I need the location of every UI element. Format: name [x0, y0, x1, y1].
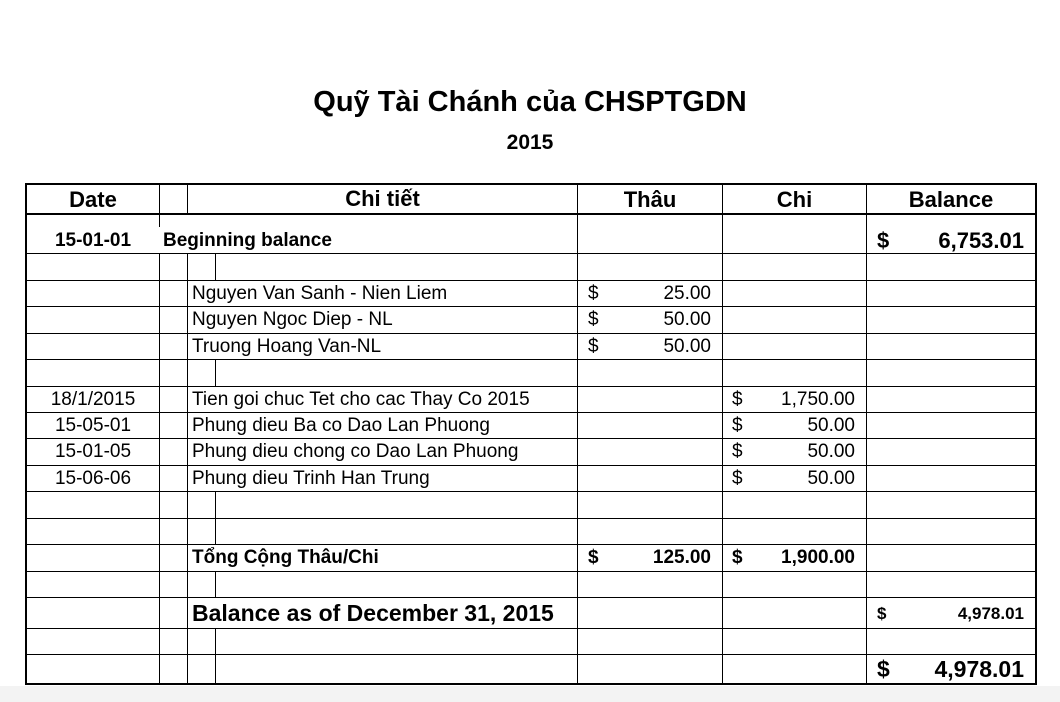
- column-divider: [577, 183, 578, 684]
- header-detail: Chi tiết: [345, 186, 420, 211]
- row-divider: [25, 628, 1037, 629]
- expense-date: 15-06-06: [54, 468, 132, 489]
- header-chi: Chi: [776, 187, 813, 212]
- expense-date: 18/1/2015: [50, 389, 136, 410]
- expense-amount: 50.00: [807, 468, 855, 489]
- beginning-balance: 6,753.01: [938, 228, 1024, 253]
- income-name: Nguyen Van Sanh - Nien Liem: [192, 283, 448, 304]
- expense-amount: 50.00: [807, 415, 855, 436]
- column-divider: [215, 253, 216, 280]
- column-divider: [215, 359, 216, 386]
- beginning-date: 15-01-01: [54, 230, 132, 251]
- column-divider: [215, 571, 216, 597]
- expense-name: Tien goi chuc Tet cho cac Thay Co 2015: [192, 389, 530, 410]
- row-divider: [25, 438, 1037, 439]
- currency-symbol: $: [877, 656, 890, 682]
- expense-date: 15-01-05: [54, 441, 132, 462]
- currency-symbol: $: [588, 336, 599, 357]
- column-divider: [722, 183, 723, 684]
- totals-label: Tổng Cộng Thâu/Chi: [192, 547, 379, 568]
- currency-symbol: $: [732, 468, 743, 489]
- row-divider: [25, 280, 1037, 281]
- income-amount: 50.00: [663, 309, 711, 330]
- beginning-label: Beginning balance: [163, 230, 332, 251]
- page-title: Quỹ Tài Chánh của CHSPTGDN: [313, 86, 747, 118]
- page-subtitle: 2015: [506, 131, 554, 154]
- currency-symbol: $: [732, 389, 743, 410]
- row-divider: [25, 518, 1037, 519]
- expense-name: Phung dieu Ba co Dao Lan Phuong: [192, 415, 490, 436]
- currency-symbol: $: [732, 415, 743, 436]
- currency-symbol: $: [877, 228, 890, 253]
- row-divider: [25, 359, 1037, 360]
- totals-thau: 125.00: [652, 547, 711, 568]
- income-name: Truong Hoang Van-NL: [192, 336, 382, 357]
- expense-name: Phung dieu chong co Dao Lan Phuong: [192, 441, 519, 462]
- table-border-bottom: [25, 683, 1037, 685]
- row-divider: [25, 412, 1037, 413]
- column-divider: [866, 183, 867, 684]
- header-balance: Balance: [908, 187, 994, 212]
- currency-symbol: $: [877, 604, 887, 623]
- expense-amount: 1,750.00: [781, 389, 855, 410]
- row-divider: [25, 544, 1037, 545]
- currency-symbol: $: [732, 441, 743, 462]
- header-date: Date: [69, 187, 117, 212]
- header-thau: Thâu: [623, 187, 677, 212]
- expense-name: Phung dieu Trinh Han Trung: [192, 468, 430, 489]
- column-divider: [215, 628, 216, 684]
- totals-chi: 1,900.00: [781, 547, 855, 568]
- column-divider: [187, 253, 188, 684]
- expense-date: 15-05-01: [54, 415, 132, 436]
- table-border-right: [1035, 183, 1037, 685]
- currency-symbol: $: [588, 309, 599, 330]
- income-amount: 25.00: [663, 283, 711, 304]
- currency-symbol: $: [732, 547, 743, 568]
- currency-symbol: $: [588, 283, 599, 304]
- row-divider: [25, 306, 1037, 307]
- ending-label: Balance as of December 31, 2015: [192, 600, 554, 626]
- final-balance: 4,978.01: [934, 656, 1024, 682]
- column-divider: [215, 491, 216, 544]
- column-divider: [159, 253, 160, 684]
- row-divider: [25, 333, 1037, 334]
- page-footer-strip: [0, 686, 1060, 702]
- income-amount: 50.00: [663, 336, 711, 357]
- currency-symbol: $: [588, 547, 599, 568]
- row-divider: [25, 571, 1037, 572]
- row-divider: [25, 465, 1037, 466]
- row-divider: [25, 386, 1037, 387]
- income-name: Nguyen Ngoc Diep - NL: [192, 309, 393, 330]
- row-divider: [25, 491, 1037, 492]
- column-divider: [159, 183, 160, 227]
- ending-balance: 4,978.01: [957, 604, 1024, 623]
- expense-amount: 50.00: [807, 441, 855, 462]
